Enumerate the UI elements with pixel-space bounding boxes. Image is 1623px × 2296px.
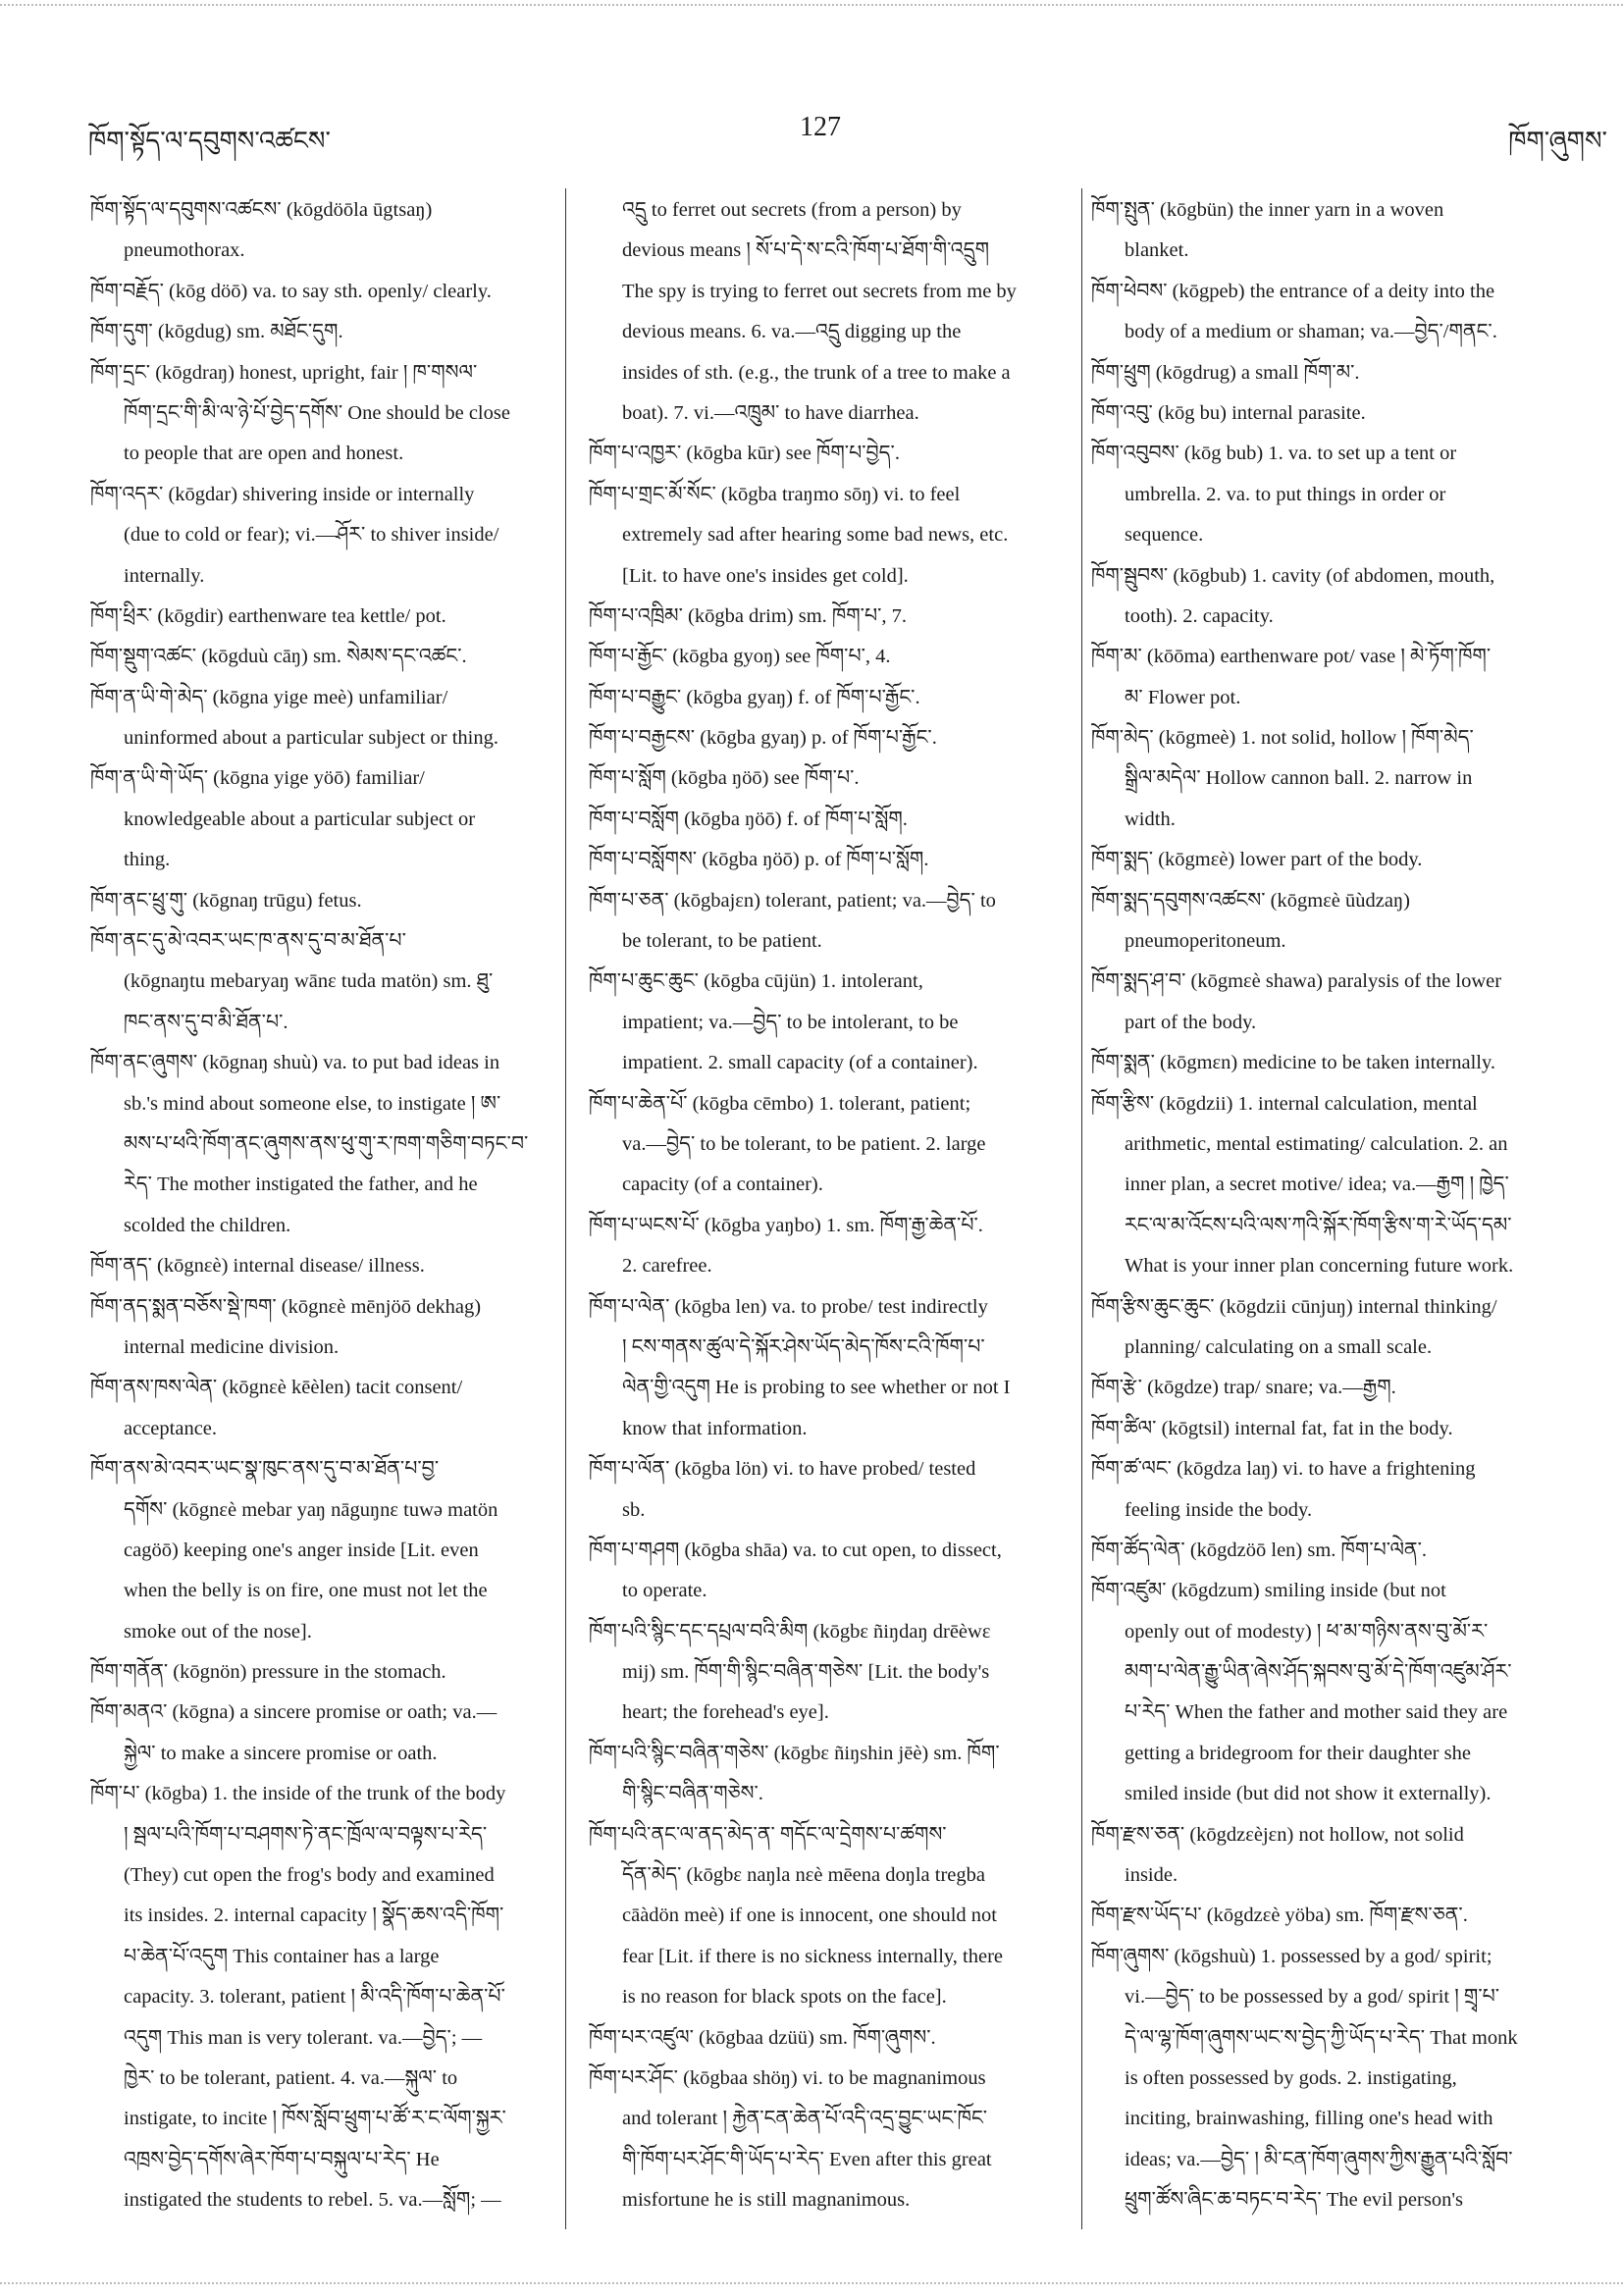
entry-continuation-line: དོན་མེད་ (kōgbɛ naŋla nɛè mēena doŋla tregba	[622, 1864, 985, 1887]
dictionary-entry	[1091, 1368, 1601, 1408]
dictionary-column-2	[589, 190, 1070, 2221]
entry-continuation-line: [Lit. to have one's insides get cold].	[622, 564, 909, 587]
entry-headword-line: ཁོག་དྲང་ (kōgdraŋ) honest, upright, fair ། ཁ་གསལ་	[90, 361, 478, 384]
entry-headword-line: ཁོག་པ་བསློག (kōgba ŋöō) f. of ཁོག་པ་སློག.	[589, 808, 908, 830]
dictionary-entry	[90, 475, 561, 597]
dictionary-entry	[1091, 393, 1601, 434]
entry-continuation-line: sequence.	[1125, 524, 1204, 547]
entry-headword-line: ཁོག་པ་འཁྲིམ་ (kōgba drim) sm. ཁོག་པ་, 7.	[589, 604, 908, 627]
dictionary-entry	[90, 678, 561, 759]
dictionary-entry	[589, 2059, 1070, 2221]
entry-headword-line: ཁོག་པར་ཤོང་ (kōgbaa shöŋ) vi. to be magnanimous	[589, 2066, 986, 2089]
entry-continuation-line: ཁོག་དྲང་གི་མི་ལ་ཉེ་པོ་བྱེད་དགོས་ One should be close	[124, 401, 510, 424]
entry-continuation-line: fear [Lit. if there is no sickness internally, there	[622, 1945, 1004, 1967]
entry-headword-line: ཁོག་པ་ལོན་ (kōgba lön) vi. to have probed/ tested	[589, 1458, 976, 1481]
entry-headword-line: ཁོག་པ་འཁྱར་ (kōgba kūr) see ཁོག་པ་བྱེད་.	[589, 443, 900, 465]
entry-continuation-line: cagöō) keeping one's anger inside [Lit. even	[124, 1539, 479, 1561]
dictionary-entry	[90, 637, 561, 677]
entry-headword-line: ཁོག་བརྗོད་ (kōg döō) va. to say sth. openly/ clearly.	[90, 280, 492, 302]
dictionary-entry	[1091, 1287, 1601, 1369]
running-head-left: ཁོག་སྟོད་ལ་དབུགས་འཚངས་	[88, 127, 331, 155]
entry-continuation-line: རང་ལ་མ་འོངས་པའི་ལས་ཀའི་སྐོར་ཁོག་རྩིས་ག་རེ་ཡོད་དམ་	[1125, 1214, 1512, 1236]
entry-continuation-line: གི་ཁོག་པར་ཤོང་གི་ཡོད་པ་རེད་ Even after this great	[622, 2148, 992, 2170]
entry-continuation-line: པ་ཆེན་པོ་འདུག This container has a large	[124, 1945, 440, 1967]
entry-headword-line: ཁོག་ནད་སྨན་བཅོས་སྡེ་ཁག་ (kōgnɛè mēnjöō dekhag)	[90, 1295, 482, 1318]
dictionary-entry	[589, 718, 1070, 758]
entry-continuation-line: be tolerant, to be patient.	[622, 930, 822, 953]
entry-headword-line: ཁོག་ནང་དུ་མེ་འབར་ཡང་ཁ་ནས་དུ་བ་མ་ཐོན་པ་	[90, 930, 406, 953]
entry-continuation-line: scolded the children.	[124, 1214, 291, 1236]
entry-continuation-line: heart; the forehead's eye].	[622, 1701, 829, 1724]
dictionary-entry	[90, 758, 561, 880]
entry-continuation-line: mij) sm. ཁོག་གི་སྙིང་བཞིན་གཅེས་ [Lit. the body's	[622, 1661, 990, 1684]
entry-continuation-line: to operate.	[622, 1580, 707, 1602]
entry-headword-line: ཁོག་མ་ (kōōma) earthenware pot/ vase ། མེ་ཏོག་ཁོག་	[1091, 646, 1492, 668]
entry-continuation-line: internal medicine division.	[124, 1335, 340, 1358]
entry-continuation-line: extremely sad after hearing some bad news, etc.	[622, 524, 1009, 547]
entry-continuation-line: uninformed about a particular subject or thing.	[124, 727, 498, 750]
entry-continuation-line: knowledgeable about a particular subject or	[124, 808, 476, 830]
dictionary-entry	[589, 1084, 1070, 1206]
entry-continuation-line: capacity. 3. tolerant, patient ། མི་འདི་ཁོག་པ་ཆེན་པོ་	[124, 1986, 505, 2009]
dictionary-entry	[1091, 637, 1601, 718]
entry-continuation-line: insides of sth. (e.g., the trunk of a tree to make a	[622, 361, 1011, 384]
scan-edge-top	[0, 4, 1623, 6]
dictionary-entry	[589, 678, 1070, 718]
entry-continuation-line: devious means. 6. va.—འདྲུ digging up the	[622, 321, 962, 343]
entry-headword-line: ཁོག་སྟོད་ལ་དབུགས་འཚངས་ (kōgdöōla ūgtsaŋ)	[90, 199, 433, 221]
entry-headword-line: ཁོག་སྨད་དབུགས་འཚངས་ (kōgmɛè ūùdzaŋ)	[1091, 889, 1410, 912]
dictionary-entry	[90, 272, 561, 312]
entry-headword-line: ཁོག་ཕྲུག (kōgdrug) a small ཁོག་མ་.	[1091, 361, 1360, 384]
dictionary-entry	[1091, 353, 1601, 393]
entry-continuation-line: is often possessed by gods. 2. instigating,	[1125, 2066, 1457, 2089]
dictionary-entry	[90, 921, 561, 1043]
entry-headword-line: ཁོག་ནས་མེ་འབར་ཡང་སྣ་ཁུང་ནས་དུ་བ་མ་ཐོན་པ་བྱ་	[90, 1458, 440, 1481]
entry-headword-line: ཁོག་རྫས་ཅན་ (kōgdzɛèjɛn) not hollow, not solid	[1091, 1823, 1464, 1846]
entry-headword-line: ཁོག་སྦུབས་ (kōgbub) 1. cavity (of abdomen, mouth,	[1091, 564, 1495, 587]
entry-headword-line: ཁོག་ནང་ཕྲུ་གུ་ (kōgnaŋ trūgu) fetus.	[90, 889, 362, 912]
entry-headword-line: ཁོག་པའི་ནང་ལ་ནད་མེད་ན་ གདོང་ལ་དྲེགས་པ་ཚགས་	[589, 1823, 947, 1846]
entry-headword-line: ཁོག་ཚོད་ལེན་ (kōgdzöō len) sm. ཁོག་པ་ལེན་.	[1091, 1539, 1428, 1561]
dictionary-entry	[90, 881, 561, 921]
entry-continuation-line: cāàdön meè) if one is innocent, one should not	[622, 1905, 997, 1927]
dictionary-entry	[589, 597, 1070, 637]
dictionary-entry	[1091, 962, 1601, 1043]
entry-headword-line: ཁོག་པ་ཡངས་པོ་ (kōgba yaŋbo) 1. sm. ཁོག་རྒྱ་ཆེན་པོ་.	[589, 1214, 983, 1236]
entry-continuation-line: body of a medium or shaman; va.—བྱེད་/གནང་.	[1125, 321, 1497, 343]
dictionary-entry	[589, 434, 1070, 474]
entry-continuation-line: planning/ calculating on a small scale.	[1125, 1335, 1433, 1358]
entry-headword-line: ཁོག་པ་ཆུང་ཆུང་ (kōgba cūjün) 1. intolerant,	[589, 970, 923, 993]
entry-headword-line: ཁོག་གནོན་ (kōgnön) pressure in the stomach.	[90, 1661, 446, 1684]
dictionary-entry	[1091, 1815, 1601, 1897]
entry-headword-line: ཁོག་ཚིལ་ (kōgtsil) internal fat, fat in the body.	[1091, 1417, 1453, 1439]
entry-headword-line: ཁོག་ནད་ (kōgnɛè) internal disease/ illness.	[90, 1255, 425, 1278]
entry-continuation-line: མས་པ་ཕའི་ཁོག་ནང་ཞུགས་ནས་ཕུ་གུ་ར་ཁག་གཅིག་བཏང་བ་	[124, 1132, 529, 1155]
entry-headword-line: ཁོག་པ་བསློགས་ (kōgba ŋöō) p. of ཁོག་པ་སློག.	[589, 849, 929, 871]
entry-continuation-line: དེ་ལ་ལྷ་ཁོག་ཞུགས་ཡང་ས་བྱེད་ཀྱི་ཡོད་པ་རེད་ That monk	[1125, 2026, 1518, 2049]
entry-continuation-line: width.	[1125, 808, 1176, 830]
dictionary-entry	[1091, 434, 1601, 555]
column-divider	[1081, 188, 1082, 2229]
dictionary-entry	[90, 1652, 561, 1693]
dictionary-entry	[90, 1693, 561, 1774]
entry-continuation-line: ། སྦལ་པའི་ཁོག་པ་བཤགས་ཏེ་ནང་ཁྲོལ་ལ་བལྟས་པ་རེད་	[124, 1823, 488, 1846]
entry-headword-line: ཁོག་འབུབས་ (kōg bub) 1. va. to set up a tent or	[1091, 443, 1457, 465]
dictionary-entry	[589, 1815, 1070, 2018]
entry-headword-line: ཁོག་སྨད་ཤ་བ་ (kōgmɛè shawa) paralysis of the lower	[1091, 970, 1502, 993]
dictionary-entry	[90, 597, 561, 637]
dictionary-entry	[1091, 1409, 1601, 1449]
running-head-right: ཁོག་ཞུགས་	[1508, 127, 1607, 155]
entry-continuation-line: དགོས་ (kōgnɛè mebar yaŋ nāguŋnɛ tuwə matön	[124, 1498, 498, 1521]
entry-headword-line: ཁོག་པའི་སྙིང་བཞིན་གཅེས་ (kōgbɛ ñiŋshin jēè) sm. ཁོག་	[589, 1742, 1000, 1764]
entry-continuation-line: སྐྱེལ་ to make a sincere promise or oath.	[124, 1742, 438, 1764]
dictionary-entry	[589, 2018, 1070, 2059]
entry-headword-line: ཁོག་པ་བརྒྱུང་ (kōgba gyaŋ) f. of ཁོག་པ་རྒྱོང་.	[589, 686, 920, 708]
entry-headword-line: ཁོག་ཚ་ལང་ (kōgdza laŋ) vi. to have a frightening	[1091, 1458, 1476, 1481]
dictionary-entry	[90, 1246, 561, 1286]
entry-continuation-line: internally.	[124, 564, 205, 587]
entry-headword-line: ཁོག་པ་ལེན་ (kōgba len) va. to probe/ test indirectly	[589, 1295, 988, 1318]
entry-headword-line: ཁོག་པ་གཤག (kōgba shāa) va. to cut open, to dissect,	[589, 1539, 1002, 1561]
entry-continuation-line: smiled inside (but did not show it externally).	[1125, 1783, 1492, 1805]
entry-continuation-line: openly out of modesty) ། ཕ་མ་གཉིས་ནས་བུ་མོ་ར་	[1125, 1620, 1489, 1643]
entry-continuation-line: རེད་ The mother instigated the father, and he	[124, 1174, 478, 1196]
entry-headword-line: ཁོག་སྡུག་འཚང་ (kōgduù cāŋ) sm. སེམས་དང་འཚང་.	[90, 646, 467, 668]
entry-continuation-line: 2. carefree.	[622, 1255, 712, 1278]
entry-headword-line: ཁོག་སྨད་ (kōgmɛè) lower part of the body.	[1091, 849, 1423, 871]
entry-headword-line: ཁོག་ན་ཡི་གེ་མེད་ (kōgna yige meè) unfamiliar/	[90, 686, 448, 708]
entry-continuation-line: (kōgnaŋtu mebaryaŋ wānɛ tuda matön) sm. ཐུ་	[124, 970, 494, 993]
entry-continuation-line: devious means ། སོ་པ་དེ་ས་ངའི་ཁོག་པ་ཐོག་གི་འདྲུག	[622, 239, 990, 262]
entry-continuation-line: smoke out of the nose].	[124, 1620, 312, 1643]
dictionary-entry	[90, 1449, 561, 1652]
entry-headword-line: ཁོག་དུག་ (kōgdug) sm. མཐོང་དུག.	[90, 321, 343, 343]
entry-headword-line: ཁོག་སྤུན་ (kōgbün) the inner yarn in a woven	[1091, 199, 1444, 221]
entry-continuation-line: arithmetic, mental estimating/ calculation. 2. an	[1125, 1132, 1508, 1155]
dictionary-entry	[90, 1774, 561, 2220]
dictionary-entry	[589, 475, 1070, 597]
entry-headword-line: ཁོག་པ་གྲང་མོ་སོང་ (kōgba traŋmo sōŋ) vi. to feel	[589, 483, 961, 505]
dictionary-entry	[589, 1287, 1070, 1450]
dictionary-entry	[589, 800, 1070, 840]
dictionary-entry	[589, 1531, 1070, 1612]
entry-continuation-line: What is your inner plan concerning future work.	[1125, 1255, 1514, 1278]
dictionary-entry	[90, 190, 561, 272]
entry-continuation-line: ཁང་ནས་དུ་བ་མི་ཐོན་པ་.	[124, 1011, 288, 1033]
entry-headword-line: ཁོག་རྩིས་ (kōgdzii) 1. internal calculation, mental	[1091, 1092, 1478, 1115]
entry-continuation-line: misfortune he is still magnanimous.	[622, 2189, 911, 2212]
entry-continuation-line: umbrella. 2. va. to put things in order or	[1125, 483, 1446, 505]
entry-headword-line: ཁོག་པར་འཛུལ་ (kōgbaa dzüü) sm. ཁོག་ཞུགས་.	[589, 2026, 936, 2049]
entry-continuation-line: impatient. 2. small capacity (of a container).	[622, 1052, 978, 1074]
entry-continuation-line: capacity (of a container).	[622, 1174, 823, 1196]
dictionary-entry	[1091, 1571, 1601, 1814]
entry-continuation-line: boat). 7. vi.—འཁྲུམ་ to have diarrhea.	[622, 401, 919, 424]
entry-headword-line: ཁོག་པ་རྒྱོང་ (kōgba gyoŋ) see ཁོག་པ་, 4.	[589, 646, 891, 668]
entry-headword-line: ཁོག་པ་སློག (kōgba ŋöō) see ཁོག་པ་.	[589, 767, 860, 790]
entry-headword-line: ཁོག་པའི་སྙིང་དང་དཔྲལ་བའི་མིག (kōgbɛ ñiŋdaŋ drēèwɛ	[589, 1620, 991, 1643]
entry-continuation-line: know that information.	[622, 1417, 808, 1439]
entry-continuation-line: acceptance.	[124, 1417, 218, 1439]
entry-continuation-line: instigated the students to rebel. 5. va.—སློག; —	[124, 2189, 501, 2212]
dictionary-entry	[1091, 1084, 1601, 1287]
entry-continuation-line: getting a bridegroom for their daughter she	[1125, 1742, 1471, 1764]
dictionary-entry	[589, 1206, 1070, 1287]
dictionary-entry	[589, 881, 1070, 963]
entry-headword-line: ཁོག་རྫས་ཡོད་པ་ (kōgdzɛè yöba) sm. ཁོག་རྫས་ཅན་.	[1091, 1905, 1468, 1927]
dictionary-entry	[1091, 1449, 1601, 1531]
entry-headword-line: ཁོག་ནང་ཞུགས་ (kōgnaŋ shuù) va. to put bad ideas in	[90, 1052, 500, 1074]
entry-continuation-line: vi.—བྱེད་ to be possessed by a god/ spirit ། གྲྭ་པ་	[1125, 1986, 1500, 2009]
dictionary-entry	[589, 1734, 1070, 1815]
entry-continuation-line: ཕྲུག་ཚོས་ཞིང་ཆ་བཏང་བ་རེད་ The evil person's	[1125, 2189, 1464, 2212]
entry-continuation-line: and tolerant ། རྐྱེན་ངན་ཆེན་པོ་འདི་འདྲ་བྱུང་ཡང་ཁོང་	[622, 2108, 988, 2130]
entry-continuation-line: thing.	[124, 849, 171, 871]
entry-headword-line: ཁོག་ཕྲིར་ (kōgdir) earthenware tea kettle/ pot.	[90, 604, 446, 627]
dictionary-entry	[589, 840, 1070, 880]
entry-headword-line: ཁོག་ན་ཡི་གེ་ཡོད་ (kōgna yige yöō) familiar/	[90, 767, 425, 790]
entry-headword-line: ཁོག་པ་ཆེན་པོ་ (kōgba cēmbo) 1. tolerant, patient;	[589, 1092, 971, 1115]
entry-continuation-line: sb.'s mind about someone else, to instigate ། ཨ་	[124, 1092, 501, 1115]
entry-headword-line: ཁོག་པ་ཅན་ (kōgbajɛn) tolerant, patient; va.—བྱེད་ to	[589, 889, 996, 912]
dictionary-column-1	[90, 190, 561, 2221]
dictionary-entry	[90, 1287, 561, 1369]
entry-continuation-line: part of the body.	[1125, 1011, 1257, 1033]
dictionary-entry	[1091, 1937, 1601, 2221]
entry-headword-line: ཁོག་མནའ་ (kōgna) a sincere promise or oath; va.—	[90, 1701, 497, 1724]
entry-continuation-line: its insides. 2. internal capacity ། སྣོད་ཆས་འདི་ཁོག་	[124, 1905, 504, 1927]
entry-continuation-line: pneumoperitoneum.	[1125, 930, 1286, 953]
dictionary-entry	[1091, 718, 1601, 840]
entry-continuation-line: (They) cut open the frog's body and examined	[124, 1864, 495, 1887]
dictionary-entry	[589, 1449, 1070, 1531]
entry-continuation-line: instigate, to incite ། ཁོས་སློབ་ཕྲུག་པ་ཚོ་ར་ང་ལོག་སྐྱར་	[124, 2108, 506, 2130]
entry-continuation-line: va.—བྱེད་ to be tolerant, to be patient. 2. large	[622, 1132, 986, 1155]
entry-continuation-line: inside.	[1125, 1864, 1178, 1887]
dictionary-entry	[1091, 840, 1601, 880]
dictionary-entry	[589, 637, 1070, 677]
scan-edge-bottom	[0, 2282, 1623, 2284]
entry-headword-line: ཁོག་འདར་ (kōgdar) shivering inside or internally	[90, 483, 475, 505]
entry-continuation-line: པ་རེད་ When the father and mother said they are	[1125, 1701, 1508, 1724]
dictionary-entry	[1091, 272, 1601, 353]
entry-headword-line: ཁོག་འཛུམ་ (kōgdzum) smiling inside (but not	[1091, 1580, 1446, 1602]
entry-continuation-line: impatient; va.—བྱེད་ to be intolerant, to be	[622, 1011, 959, 1033]
entry-continuation-line: blanket.	[1125, 239, 1189, 262]
entry-headword-line: ཁོག་མེད་ (kōgmeè) 1. not solid, hollow ། ཁོག་མེད་	[1091, 727, 1474, 750]
entry-continuation-line: sb.	[622, 1498, 646, 1521]
entry-continuation-line: འདུག This man is very tolerant. va.—བྱེད་; —	[124, 2026, 483, 2049]
entry-headword-line: ཁོག་རྩེ་ (kōgdze) trap/ snare; va.—རྒྱག.	[1091, 1377, 1396, 1399]
dictionary-column-3	[1091, 190, 1601, 2221]
entry-headword-line: ཁོག་པ་བརྒྱངས་ (kōgba gyaŋ) p. of ཁོག་པ་རྒྱོང་.	[589, 727, 937, 750]
entry-continuation-line: inciting, brainwashing, filling one's head with	[1125, 2108, 1493, 2130]
entry-headword-line: ཁོག་ཞུགས་ (kōgshuù) 1. possessed by a god/ spirit;	[1091, 1945, 1492, 1967]
entry-continuation-line: to people that are open and honest.	[124, 443, 404, 465]
entry-continuation-line: is no reason for black spots on the face].	[622, 1986, 947, 2009]
entry-continuation-line: The spy is trying to ferret out secrets from me by	[622, 280, 1017, 302]
entry-continuation-line: ideas; va.—བྱེད་ ། མི་ངན་ཁོག་ཞུགས་ཀྱིས་རྒྱུན་པའི་སློབ་	[1125, 2148, 1513, 2170]
dictionary-entry	[90, 312, 561, 352]
entry-headword-line: ཁོག་སྨན་ (kōgmɛn) medicine to be taken internally.	[1091, 1052, 1496, 1074]
entry-continuation-line: སྒྲིལ་མདེལ་ Hollow cannon ball. 2. narrow in	[1125, 767, 1473, 790]
entry-continuation-line: tooth). 2. capacity.	[1125, 604, 1274, 627]
column-divider	[565, 188, 566, 2229]
entry-continuation-line: inner plan, a secret motive/ idea; va.—རྒྱག ། ཁྱེད་	[1125, 1174, 1509, 1196]
dictionary-entry	[1091, 1531, 1601, 1571]
entry-continuation-line: འདྲུ to ferret out secrets (from a person) by	[622, 199, 962, 221]
dictionary-entry	[589, 1612, 1070, 1734]
entry-continuation-line: feeling inside the body.	[1125, 1498, 1313, 1521]
entry-headword-line: ཁོག་ནས་ཁས་ལེན་ (kōgnɛè kēèlen) tacit consent/	[90, 1377, 463, 1399]
dictionary-entry	[1091, 190, 1601, 272]
entry-continuation-line: འཁྲས་བྱེད་དགོས་ཞེར་ཁོག་པ་བསྐུལ་པ་རེད་ He	[124, 2148, 440, 2170]
dictionary-entry	[90, 353, 561, 475]
entry-continuation-line: མག་པ་ལེན་རྒྱུ་ཡིན་ཞེས་ཤོད་སྐབས་བུ་མོ་དེ་ཁོག་འཛུམ་ཤོར་	[1125, 1661, 1512, 1684]
entry-continuation-line: pneumothorax.	[124, 239, 245, 262]
entry-headword-line: ཁོག་རྩིས་ཆུང་ཆུང་ (kōgdzii cūnjuŋ) internal thinking/	[1091, 1295, 1497, 1318]
entry-continuation-line: གི་སྙིང་བཞིན་གཅེས་.	[622, 1783, 763, 1805]
page-number: 127	[800, 112, 841, 142]
entry-continuation-line: ། ངས་གནས་ཚུལ་དེ་སྐོར་ཤེས་ཡོད་མེད་ཁོས་ངའི་ཁོག་པ་	[622, 1335, 985, 1358]
entry-continuation-line: ལེན་གྱི་འདུག He is probing to see whether or not I	[622, 1377, 1011, 1399]
dictionary-entry	[1091, 1043, 1601, 1083]
entry-continuation-line: ཁྱེར་ to be tolerant, patient. 4. va.—སྐུལ་ to	[124, 2066, 458, 2089]
entry-continuation-line: མ་ Flower pot.	[1125, 686, 1241, 708]
dictionary-entry	[589, 962, 1070, 1083]
entry-headword-line: ཁོག་འབུ་ (kōg bu) internal parasite.	[1091, 401, 1366, 424]
dictionary-entry	[1091, 1896, 1601, 1936]
entry-continuation-line: when the belly is on fire, one must not let the	[124, 1580, 488, 1602]
entry-headword-line: ཁོག་པ་ (kōgba) 1. the inside of the trunk of the body	[90, 1783, 506, 1805]
dictionary-entry	[90, 1043, 561, 1246]
dictionary-entry	[589, 190, 1070, 434]
dictionary-entry	[90, 1368, 561, 1449]
entry-headword-line: ཁོག་ཕེབས་ (kōgpeb) the entrance of a deity into the	[1091, 280, 1495, 302]
dictionary-entry	[1091, 881, 1601, 963]
dictionary-entry	[1091, 556, 1601, 638]
dictionary-entry	[589, 758, 1070, 799]
entry-continuation-line: (due to cold or fear); vi.—ཤོར་ to shiver inside/	[124, 524, 499, 547]
